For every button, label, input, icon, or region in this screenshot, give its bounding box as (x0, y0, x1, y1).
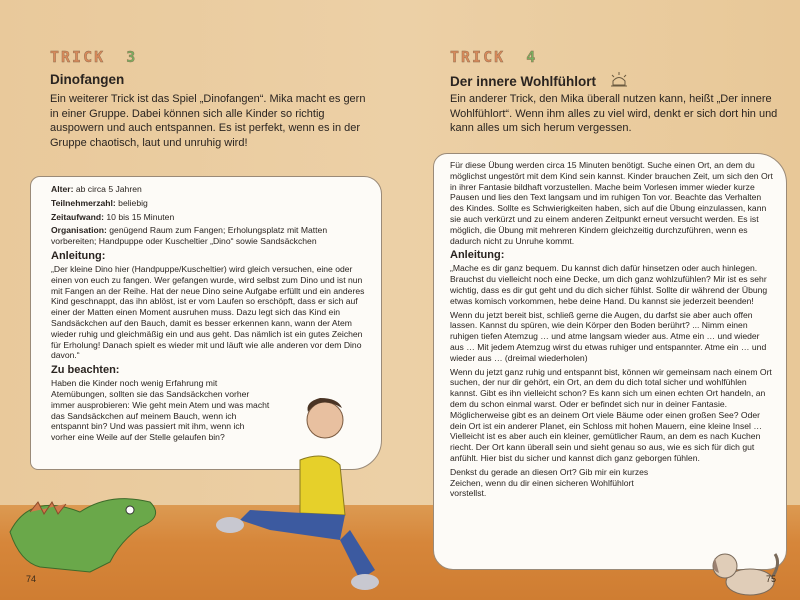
alarm-light-icon (608, 72, 630, 88)
page-number: 75 (765, 574, 776, 584)
right-page (400, 0, 800, 600)
page-title: Der innere Wohlfühlort (450, 72, 630, 89)
trick-heading (450, 48, 537, 66)
trick-label: TRICK (50, 48, 106, 66)
trick-heading (50, 48, 137, 66)
page-title: Dinofangen (50, 72, 125, 87)
intro-text: Ein anderer Trick, den Mika überall nutzen kann, heißt „Der innere Wohlfühlort“. Wenn ihm alles zu viel wird, denkt er sich dort hin und kann alles um sich herum vergessen. (450, 93, 778, 134)
trick-number: 4 (526, 48, 538, 66)
description-text: Für diese Übung werden circa 15 Minuten benötigt. Suche einen Ort, an dem du möglichst ungestört mit dem Kind sein kannst. Kinder brauchen Zeit, um sich den Ort in ihrer Fantasie bildhaft vorzustellen. Mache beim Vorlesen immer wieder kurze Pausen und lies den Text langsam und im ruhigen Ton vor. Beachte das Verhalten des Kindes. Sollte es Schwierigkeiten haben, sich auf die Übung einzulassen, kann sie auch verkürzt und zu einem anderen Zeitpunkt erneut versucht werden. Es ist möglich, die Übung mit mehreren Kindern gleichzeitig durchzuführen, wenn es dadurch nicht zu Unruhe kommt. (450, 160, 773, 246)
instructions-heading: Anleitung: (450, 249, 505, 262)
running-boy-illustration (210, 390, 380, 595)
instructions-heading: Anleitung: (51, 249, 106, 262)
intro-text: Ein weiterer Trick ist das Spiel „Dinofangen“. Mika macht es gern in einer Gruppe. Dabei können sich alle Kinder so richtig auspowern und auch entspannen. Es ist perfekt, wenn es in der Gruppe chaotisch, laut und unruhig wird! (50, 93, 366, 149)
instructions-paragraph: Wenn du jetzt bereit bist, schließ gerne die Augen, du darfst sie aber auch offen lassen. Kannst du spüren, wie dein Körper den Boden berührt? ... Nimm einen ruhigen tiefen Atemzug … und atme langsam wieder aus. Atme ein … und wieder aus … Mit jedem Atemzug wirst du etwas ruhiger und entspannter. Atme ein … und wieder aus … (dreimal wiederholen) (450, 309, 767, 363)
note-heading: Zu beachten: (51, 364, 120, 377)
info-age: Alter: ab circa 5 Jahren (51, 184, 142, 194)
dinosaur-illustration (0, 472, 180, 582)
info-duration: Zeitaufwand: 10 bis 15 Minuten (51, 211, 175, 222)
info-organisation: Organisation: genügend Raum zum Fangen; Erholungsplatz mit Matten vorbereiten; Handpuppe oder Kuscheltier „Dino“ sowie Sandsäckchen (51, 225, 328, 247)
info-participants: Teilnehmerzahl: beliebig (51, 197, 148, 208)
instructions-text: „Der kleine Dino hier (Handpuppe/Kuscheltier) wird gleich versuchen, eine oder einen von euch zu fangen. Wer gefangen wurde, wird selbst zum Dino und ist nun mit Fangen an der Reihe. Hat der neue Dino seine Aufgabe erfüllt und ein anderes Kind geschnappt, das ihn ablöst, ist er vom Laufen so erschöpft, dass er sich auf einer der Matten einen Moment ausruhen muss. Dazu legt sich das Kind ein Sandsäckchen auf den Bauch, damit es besser erkennen kann, wann der Atem wieder ruhig und gleichmäßig ein und aus geht. Das nämlich ist ein gutes Zeichen für Erholung! Danach spielt es wieder mit und läuft wie alle anderen vor dem Dino davon.“ (51, 263, 365, 361)
trick-number: 3 (126, 48, 138, 66)
trick-label: TRICK (450, 48, 506, 66)
instructions-panel (433, 153, 787, 570)
instructions-paragraph: „Mache es dir ganz bequem. Du kannst dich dafür hinsetzen oder auch hinlegen. Brauchst du vielleicht noch eine Decke, um dich ganz wohlzufühlen? Mir ist es sehr wichtig, dass es dir gut geht und du dich sicher fühlst. Sollte dir während der Übung etwas komisch vorkommen, hebe deine Hand. Du kannst sie jederzeit beenden! (450, 263, 768, 306)
instructions-paragraph: Denkst du gerade an diesen Ort? Gib mir ein kurzes Zeichen, wenn du dir einen sicheren Wohlfühlort vorstellst. (450, 466, 649, 499)
page-number: 74 (26, 574, 37, 584)
instructions-paragraph: Wenn du jetzt ganz ruhig und entspannt bist, können wir gemeinsam nach einem Ort suchen, der nur dir gehört, ein Ort, an dem du dich total sicher und wohlfühlen kannst. Gibt es ihn vielleicht schon? Es kann sich um einen echten Ort handeln, an dem du schon einmal warst. Oder er befindet sich nur in deiner Fantasie. Möglicherweise gibt es an deinem Ort viele Bäume oder einen großen See? Oder dein Ort ist ein anderer Planet, ein Schloss mit hohen Mauern, eine kleine Insel … Vielleicht ist es aber auch ein kleiner, gemütlicher Raum, an dem es nach Kuchen riecht. Der Ort kann überall sein und sieht genau so aus, wie es sich für dich gut anfühlt. Hier bist du sicher und kannst dich ganz geborgen fühlen. (450, 366, 772, 463)
note-text: Haben die Kinder noch wenig Erfahrung mit Atemübungen, sollten sie das Sandsäckchen vorher immer ausprobieren: Wie geht mein Atem und was macht das Sandsäckchen auf meinem Bauch, wenn ich entspannt bin? Und was passiert mit ihm, wenn ich vorher eine Weile auf der Stelle gelaufen bin? (51, 378, 270, 443)
